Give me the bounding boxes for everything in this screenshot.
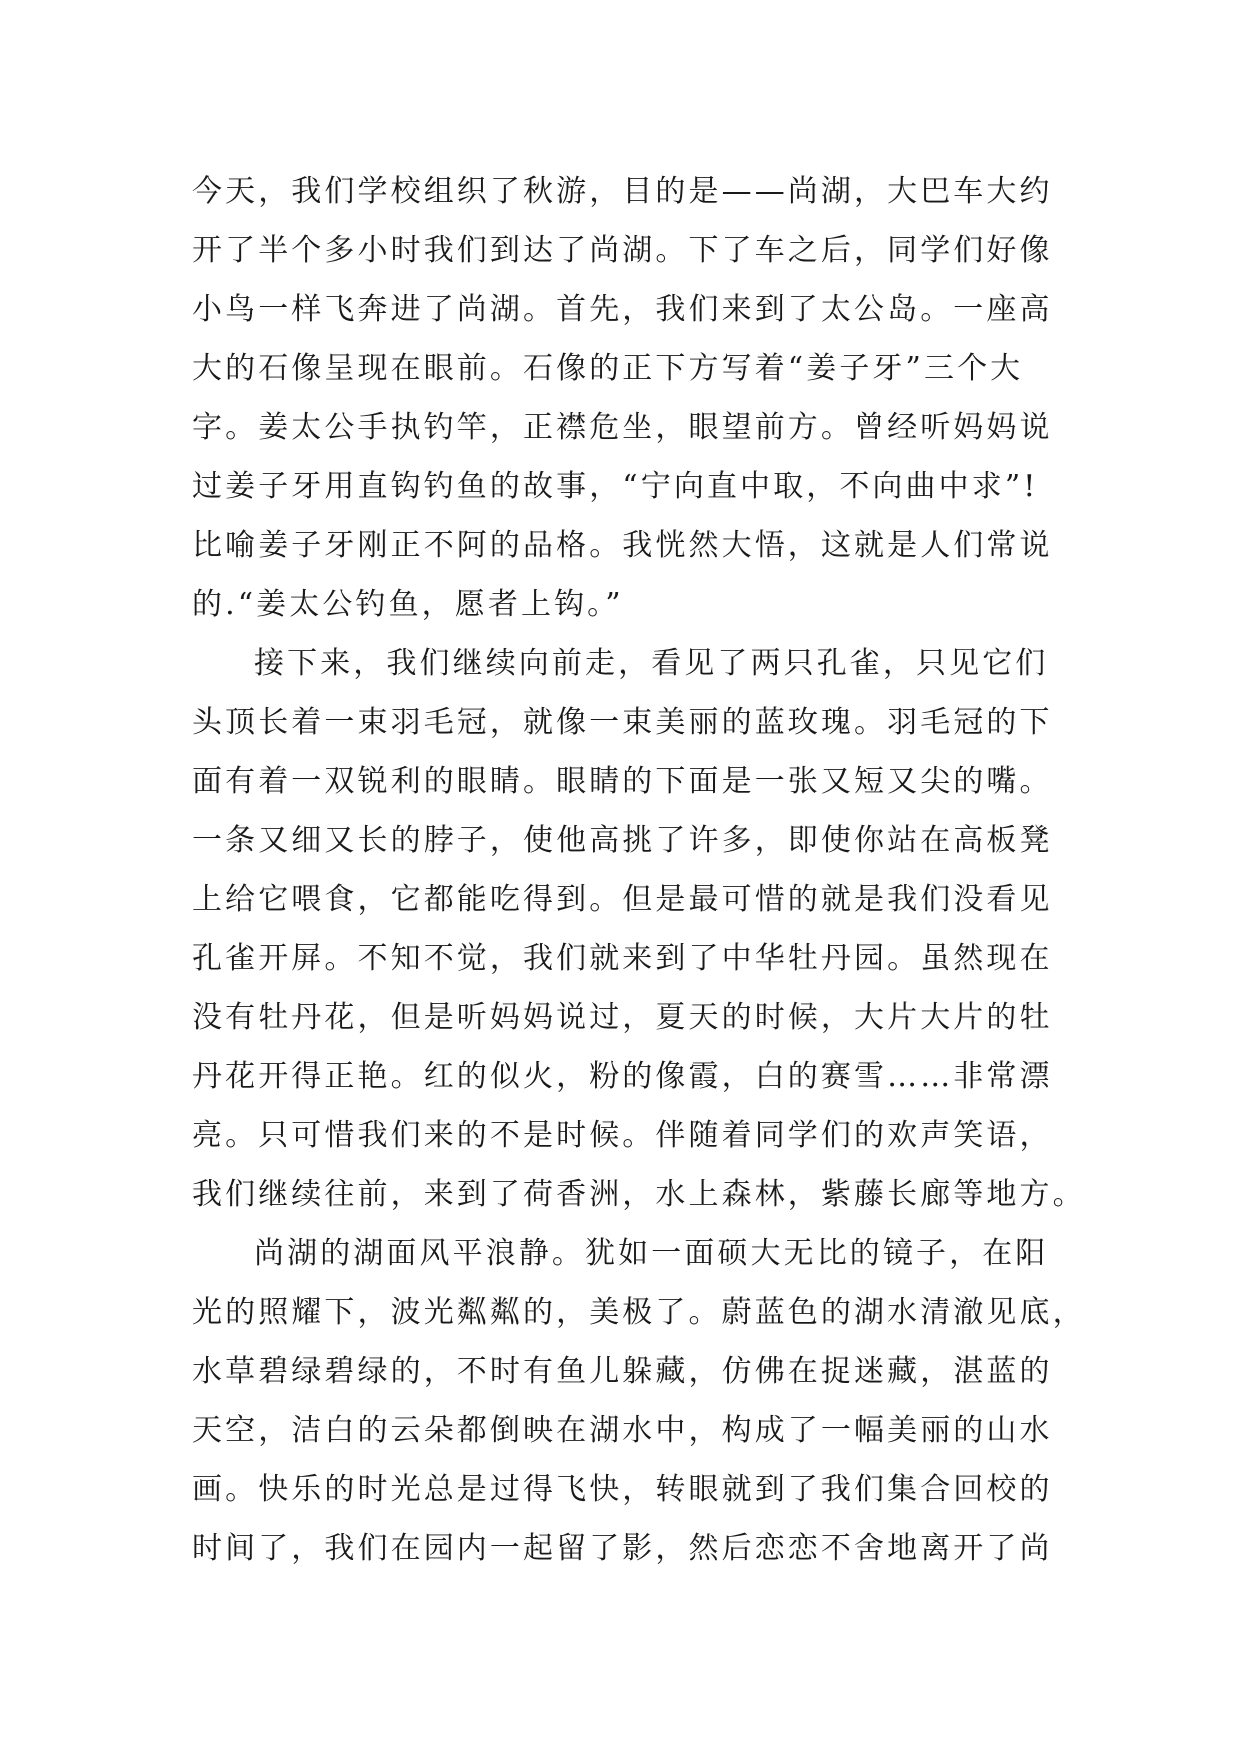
text-line: 头顶长着一束羽毛冠，就像一束美丽的蓝玫瑰。羽毛冠的下 bbox=[192, 705, 1053, 740]
text-line: 丹花开得正艳。红的似火，粉的像霞，白的赛雪……非常漂 bbox=[192, 1059, 1053, 1094]
text-line: 水草碧绿碧绿的，不时有鱼儿躲藏，仿佛在捉迷藏，湛蓝的 bbox=[192, 1354, 1053, 1389]
text-line: 孔雀开屏。不知不觉，我们就来到了中华牡丹园。虽然现在 bbox=[192, 941, 1053, 976]
text-line: 字。姜太公手执钓竿，正襟危坐，眼望前方。曾经听妈妈说 bbox=[192, 410, 1053, 445]
text-line: 没有牡丹花，但是听妈妈说过，夏天的时候，大片大片的牡 bbox=[192, 1000, 1053, 1035]
text-line: 面有着一双锐利的眼睛。眼睛的下面是一张又短又尖的嘴。 bbox=[192, 764, 1053, 799]
text-line: 一条又细又长的脖子，使他高挑了许多，即使你站在高板凳 bbox=[192, 823, 1053, 858]
text-line: 亮。只可惜我们来的不是时候。伴随着同学们的欢声笑语， bbox=[192, 1118, 1053, 1153]
text-line: 时间了，我们在园内一起留了影，然后恋恋不舍地离开了尚 bbox=[192, 1531, 1053, 1566]
text-line: 光的照耀下，波光粼粼的，美极了。蔚蓝色的湖水清澈见底， bbox=[192, 1295, 1086, 1330]
text-line: 过姜子牙用直钩钓鱼的故事，“宁向直中取，不向曲中求”! bbox=[192, 469, 1039, 504]
text-line: 天空，洁白的云朵都倒映在湖水中，构成了一幅美丽的山水 bbox=[192, 1413, 1053, 1448]
text-line: 大的石像呈现在眼前。石像的正下方写着“姜子牙”三个大 bbox=[192, 351, 1024, 386]
text-line: 今天，我们学校组织了秋游，目的是——尚湖，大巴车大约 bbox=[192, 174, 1053, 209]
essay-body bbox=[192, 162, 1086, 1578]
text-line: 比喻姜子牙刚正不阿的品格。我恍然大悟，这就是人们常说 bbox=[192, 528, 1053, 563]
text-line: 上给它喂食，它都能吃得到。但是最可惜的就是我们没看见 bbox=[192, 882, 1053, 917]
text-line: 的.“姜太公钓鱼，愿者上钩。” bbox=[192, 587, 624, 622]
text-line: 小鸟一样飞奔进了尚湖。首先，我们来到了太公岛。一座高 bbox=[192, 292, 1053, 327]
text-line: 我们继续往前，来到了荷香洲，水上森林，紫藤长廊等地方。 bbox=[192, 1177, 1086, 1212]
paragraph-first-line: 接下来，我们继续向前走，看见了两只孔雀，只见它们 bbox=[254, 646, 1049, 681]
paragraph-first-line: 尚湖的湖面风平浪静。犹如一面硕大无比的镜子，在阳 bbox=[254, 1236, 1049, 1271]
text-line: 画。快乐的时光总是过得飞快，转眼就到了我们集合回校的 bbox=[192, 1472, 1053, 1507]
text-line: 开了半个多小时我们到达了尚湖。下了车之后，同学们好像 bbox=[192, 233, 1053, 268]
